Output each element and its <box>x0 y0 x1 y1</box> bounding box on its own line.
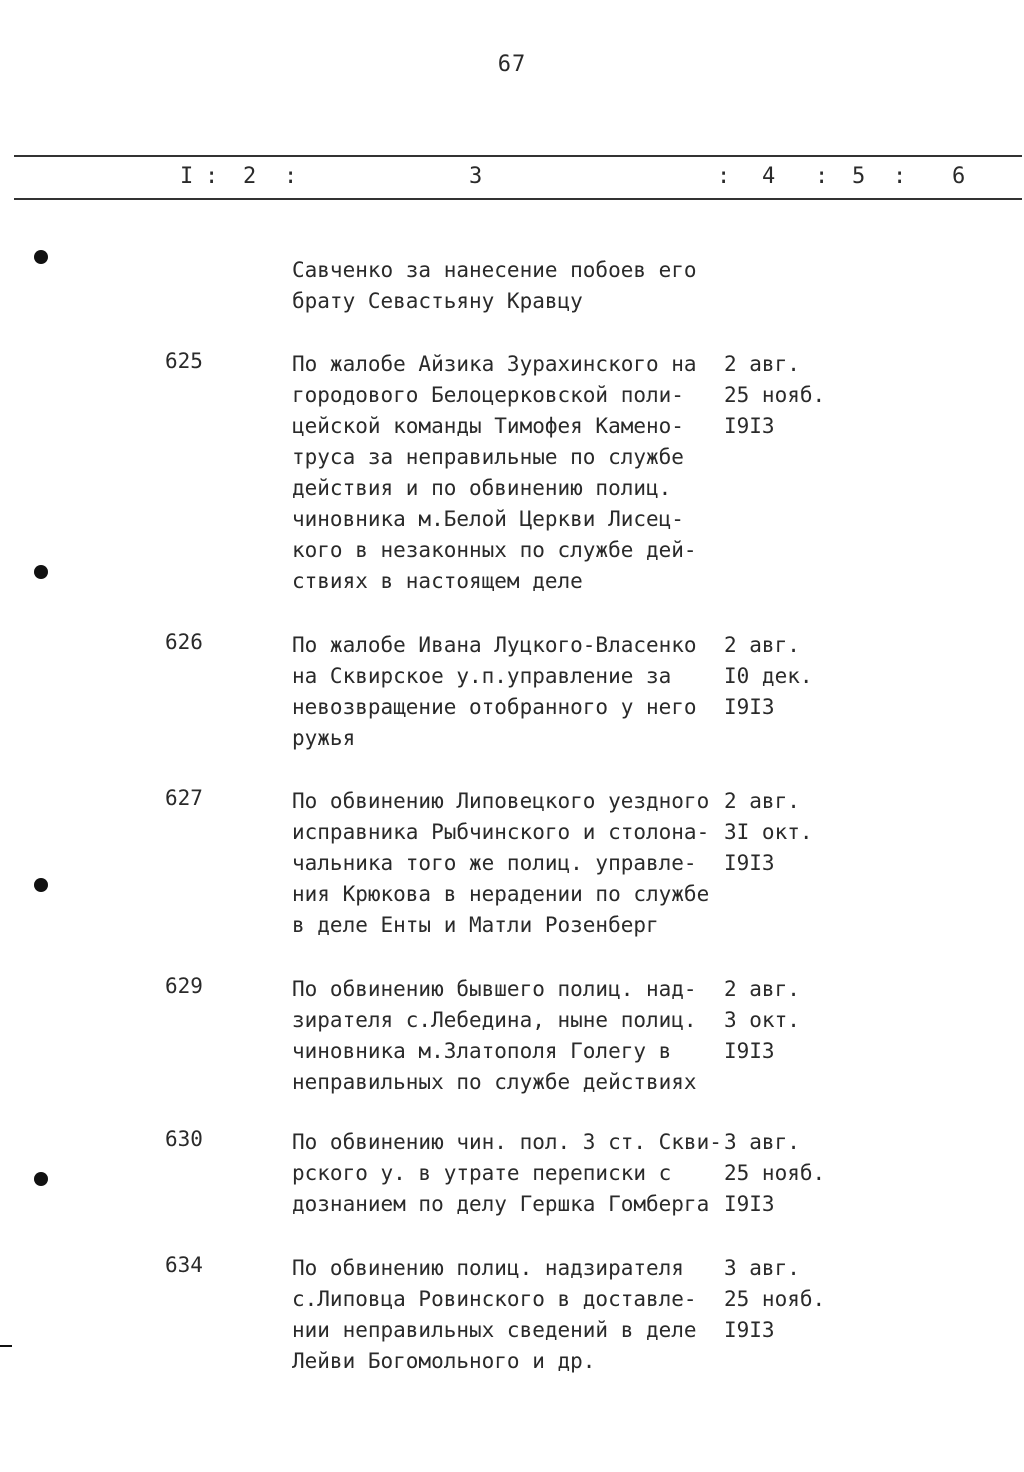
punch-hole-mark <box>34 565 48 579</box>
description-line: цейской команды Тимофея Камено- <box>292 414 684 438</box>
description-line: Савченко за нанесение побоев его <box>292 258 697 282</box>
description-line: нии неправильных сведений в деле <box>292 1318 697 1342</box>
end-date: 25 нояб. <box>724 1161 826 1185</box>
column-header-6: 6 <box>952 164 966 189</box>
punch-hole-mark <box>34 1172 48 1186</box>
description-line: зирателя с.Лебедина, ныне полиц. <box>292 1008 697 1032</box>
entry-description <box>292 349 732 597</box>
column-separator: : <box>815 164 829 189</box>
description-line: брату Севастьяну Кравцу <box>292 289 583 313</box>
entry-number: 626 <box>165 630 203 654</box>
column-separator: : <box>205 164 219 189</box>
start-date: 3 авг. <box>724 1256 800 1280</box>
column-header-3: 3 <box>469 164 483 189</box>
description-line: дознанием по делу Гершка Гомберга <box>292 1192 710 1216</box>
description-line: рского у. в утрате переписки с <box>292 1161 672 1185</box>
entry-dates <box>724 786 844 879</box>
entry-dates <box>724 1253 844 1346</box>
description-line: труса за неправильные по службе <box>292 445 684 469</box>
description-line: невозвращение отобранного у него <box>292 695 697 719</box>
entry-number: 625 <box>165 349 203 373</box>
description-line: чиновника м.Златополя Голегу в <box>292 1039 672 1063</box>
start-date: 2 авг. <box>724 977 800 1001</box>
end-date: I0 дек. <box>724 664 813 688</box>
description-line: ствиях в настоящем деле <box>292 569 583 593</box>
year: I9I3 <box>724 1039 775 1063</box>
description-line: По жалобе Айзика Зурахинского на <box>292 352 697 376</box>
description-line: городового Белоцерковской поли- <box>292 383 684 407</box>
column-separator: : <box>284 164 298 189</box>
description-line: с.Липовца Ровинского в доставле- <box>292 1287 697 1311</box>
entry-dates <box>724 349 844 442</box>
entry-description <box>292 1127 732 1220</box>
description-line: ния Крюкова в нерадении по службе <box>292 882 710 906</box>
page-number: 67 <box>497 52 527 77</box>
punch-hole-mark <box>34 250 48 264</box>
description-line: По обвинению Липовецкого уездного <box>292 789 710 813</box>
year: I9I3 <box>724 414 775 438</box>
start-date: 2 авг. <box>724 633 800 657</box>
description-line: По обвинению бывшего полиц. над- <box>292 977 697 1001</box>
description-line: кого в незаконных по службе дей- <box>292 538 697 562</box>
description-line: действия и по обвинению полиц. <box>292 476 672 500</box>
description-line: чальника того же полиц. управле- <box>292 851 697 875</box>
entry-description <box>292 630 732 754</box>
entry-description <box>292 255 732 317</box>
entry-description <box>292 786 732 941</box>
punch-hole-mark <box>34 878 48 892</box>
margin-mark <box>0 1345 12 1347</box>
entry-dates <box>724 1127 844 1220</box>
entry-description <box>292 1253 732 1377</box>
header-top-rule <box>14 155 1022 157</box>
column-header-5: 5 <box>852 164 866 189</box>
entry-number: 634 <box>165 1253 203 1277</box>
description-line: в деле Енты и Матли Розенберг <box>292 913 659 937</box>
entry-dates <box>724 630 844 723</box>
column-header-2: 2 <box>243 164 257 189</box>
end-date: 3 окт. <box>724 1008 800 1032</box>
start-date: 2 авг. <box>724 789 800 813</box>
header-bottom-rule <box>14 198 1022 200</box>
start-date: 3 авг. <box>724 1130 800 1154</box>
year: I9I3 <box>724 695 775 719</box>
description-line: По жалобе Ивана Луцкого-Власенко <box>292 633 697 657</box>
entry-dates <box>724 974 844 1067</box>
year: I9I3 <box>724 851 775 875</box>
description-line: на Сквирское у.п.управление за <box>292 664 672 688</box>
year: I9I3 <box>724 1192 775 1216</box>
column-separator: : <box>893 164 907 189</box>
description-line: ружья <box>292 726 356 750</box>
description-line: Лейви Богомольного и др. <box>292 1349 596 1373</box>
description-line: неправильных по службе действиях <box>292 1070 697 1094</box>
description-line: По обвинению чин. пол. 3 ст. Скви- <box>292 1130 722 1154</box>
description-line: исправника Рыбчинского и столона- <box>292 820 710 844</box>
column-header-1: I <box>180 164 194 189</box>
end-date: 25 нояб. <box>724 1287 826 1311</box>
column-separator: : <box>717 164 731 189</box>
description-line: По обвинению полиц. надзирателя <box>292 1256 684 1280</box>
entry-number: 627 <box>165 786 203 810</box>
entry-number: 630 <box>165 1127 203 1151</box>
start-date: 2 авг. <box>724 352 800 376</box>
column-header-4: 4 <box>762 164 776 189</box>
end-date: 3I окт. <box>724 820 813 844</box>
entry-number: 629 <box>165 974 203 998</box>
end-date: 25 нояб. <box>724 383 826 407</box>
year: I9I3 <box>724 1318 775 1342</box>
entry-description <box>292 974 732 1098</box>
description-line: чиновника м.Белой Церкви Лисец- <box>292 507 684 531</box>
